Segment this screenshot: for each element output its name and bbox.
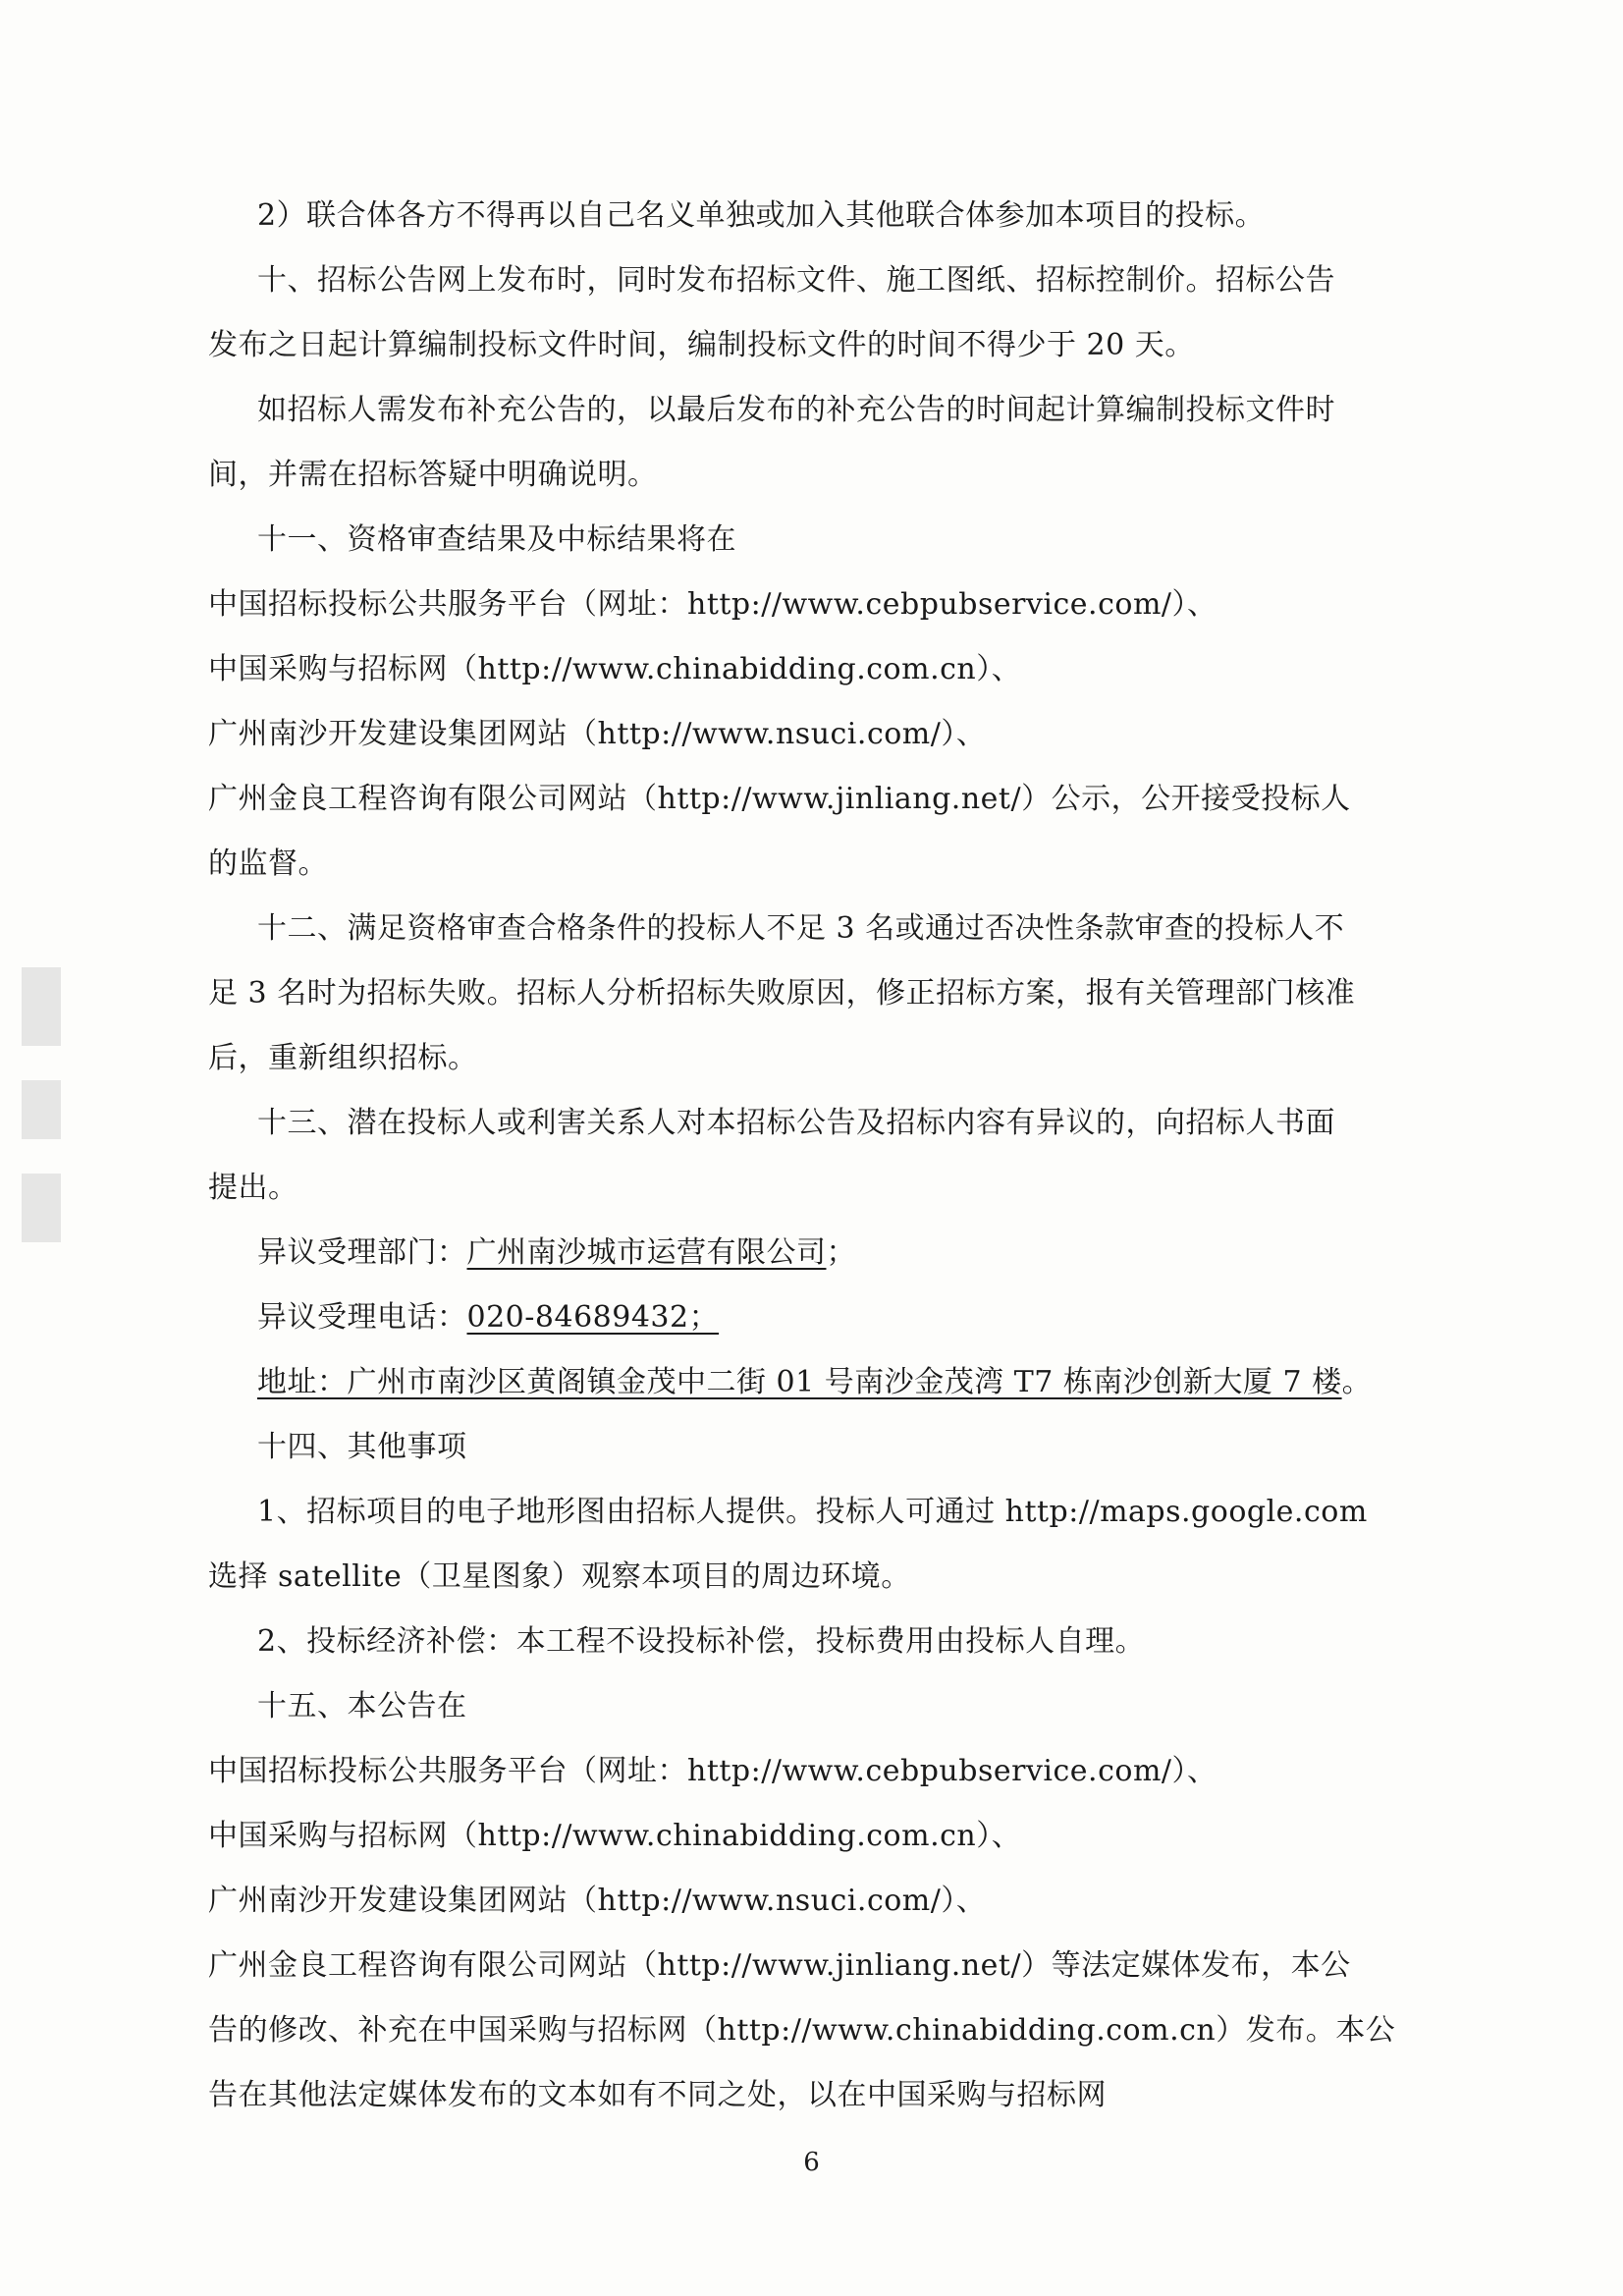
paragraph-line: 十、招标公告网上发布时，同时发布招标文件、施工图纸、招标控制价。招标公告 [257, 263, 1335, 298]
paragraph-line: 如招标人需发布补充公告的，以最后发布的补充公告的时间起计算编制投标文件时 [257, 393, 1335, 427]
paragraph-line: 告的修改、补充在中国采购与招标网（http://www.chinabidding.com.cn）发布。本公 [208, 2013, 1396, 2048]
paragraph-line: 广州南沙开发建设集团网站（http://www.nsuci.com/）、 [208, 717, 987, 751]
objection-dept-end: ； [826, 1235, 856, 1270]
paragraph-line: 十二、满足资格审查合格条件的投标人不足 3 名或通过否决性条款审查的投标人不 [257, 911, 1345, 946]
objection-dept-label: 异议受理部门： [257, 1235, 467, 1270]
paragraph-line: 发布之日起计算编制投标文件时间，编制投标文件的时间不得少于 20 天。 [208, 328, 1195, 362]
paragraph-line: 的监督。 [208, 847, 328, 881]
paragraph-line: 足 3 名时为招标失败。招标人分析招标失败原因，修正招标方案，报有关管理部门核准 [208, 976, 1356, 1011]
scan-margin-mark [22, 967, 61, 1046]
paragraph-line: 十四、其他事项 [257, 1430, 467, 1464]
paragraph-line: 中国采购与招标网（http://www.chinabidding.com.cn）、 [208, 652, 1022, 686]
objection-dept-value: 广州南沙城市运营有限公司 [466, 1235, 827, 1270]
paragraph-line: 1、招标项目的电子地形图由招标人提供。投标人可通过 http://maps.google.com [257, 1495, 1368, 1529]
paragraph-line: 间，并需在招标答疑中明确说明。 [208, 458, 658, 492]
objection-phone-label: 异议受理电话： [257, 1300, 467, 1335]
paragraph-line: 中国采购与招标网（http://www.chinabidding.com.cn）、 [208, 1819, 1022, 1853]
paragraph-line: 2、投标经济补偿：本工程不设投标补偿，投标费用由投标人自理。 [257, 1624, 1146, 1659]
paragraph-line: 广州南沙开发建设集团网站（http://www.nsuci.com/）、 [208, 1884, 987, 1918]
paragraph-line: 2）联合体各方不得再以自己名义单独或加入其他联合体参加本项目的投标。 [257, 198, 1266, 233]
paragraph-line: 后，重新组织招标。 [208, 1041, 478, 1075]
objection-address-end: 。 [1341, 1365, 1373, 1399]
objection-phone-line [257, 1298, 1504, 1338]
objection-address: 地址：广州市南沙区黄阁镇金茂中二街 01 号南沙金茂湾 T7 栋南沙创新大厦 7 楼 [257, 1365, 1342, 1399]
paragraph-line: 广州金良工程咨询有限公司网站（http://www.jinliang.net/）公示，公开接受投标人 [208, 782, 1351, 816]
page-number: 6 [803, 2148, 820, 2177]
paragraph-line: 选择 satellite（卫星图象）观察本项目的周边环境。 [208, 1559, 911, 1594]
paragraph-line: 十五、本公告在 [257, 1689, 467, 1723]
paragraph-line: 中国招标投标公共服务平台（网址：http://www.cebpubservice.com/）、 [208, 1754, 1217, 1788]
objection-phone-value: 020-84689432； [466, 1300, 720, 1335]
scan-margin-mark [22, 1080, 61, 1139]
paragraph-line: 提出。 [208, 1171, 298, 1205]
paragraph-line: 告在其他法定媒体发布的文本如有不同之处，以在中国采购与招标网 [208, 2078, 1107, 2112]
paragraph-line: 中国招标投标公共服务平台（网址：http://www.cebpubservice.com/）、 [208, 587, 1217, 622]
scan-margin-mark [22, 1174, 61, 1242]
paragraph-line: 十一、资格审查结果及中标结果将在 [257, 522, 736, 557]
paragraph-line: 十三、潜在投标人或利害关系人对本招标公告及招标内容有异议的，向招标人书面 [257, 1106, 1335, 1140]
paragraph-line: 广州金良工程咨询有限公司网站（http://www.jinliang.net/）等法定媒体发布，本公 [208, 1948, 1351, 1983]
objection-dept-line [257, 1233, 1504, 1273]
objection-address-line [257, 1363, 1504, 1402]
